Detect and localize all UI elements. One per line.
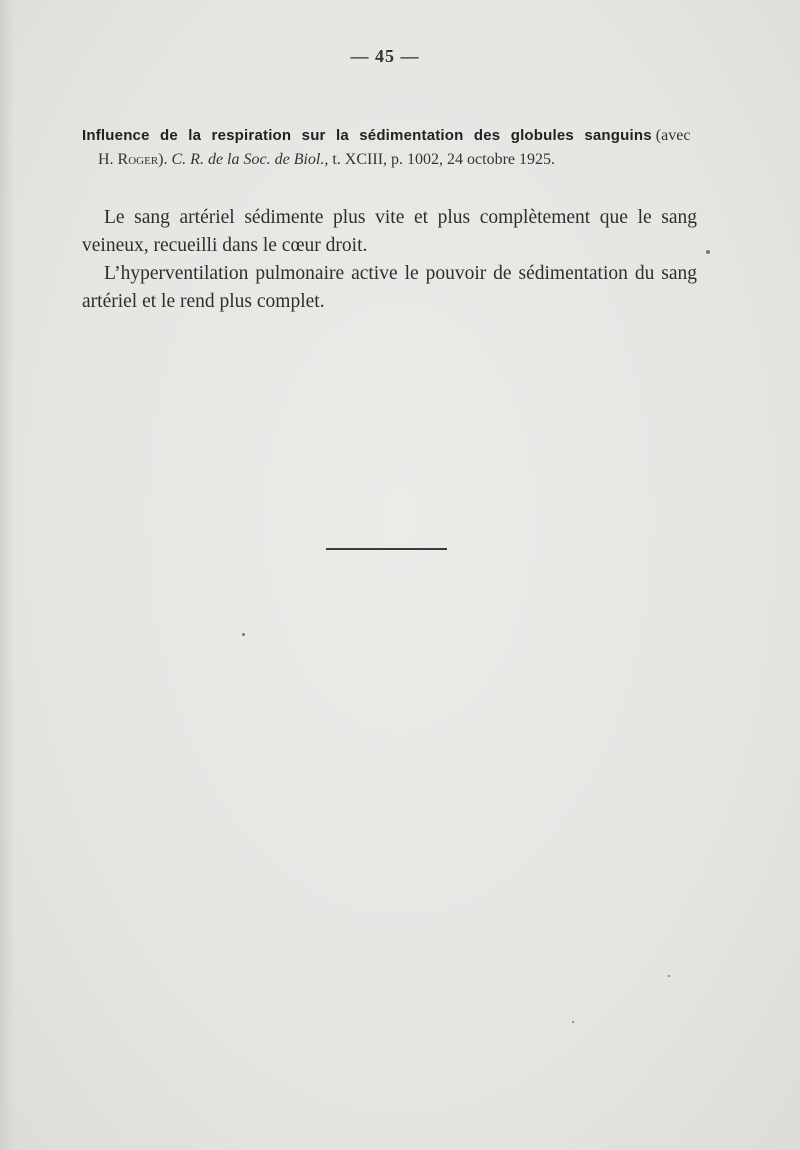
paragraph-1: Le sang artériel sédimente plus vite et plus complètement que le sang veineux, recueilli dans le cœur droit.: [82, 207, 697, 256]
reference-title: Influence de la respiration sur la sédimentation des globules sanguins: [82, 127, 652, 144]
reference-coauthor: H. Roger: [98, 151, 159, 168]
section-end-rule: [326, 548, 447, 550]
reference-after-coauthor: ).: [158, 151, 172, 168]
page-edge-shadow: [0, 0, 14, 1150]
reference-paren-open: (avec: [651, 127, 691, 144]
body-text: [82, 204, 697, 316]
paper-speck: [242, 633, 245, 636]
reference-line-2: [82, 148, 722, 172]
reference-details: , t. XCIII, p. 1002, 24 octobre 1925.: [324, 151, 555, 168]
paper-speck: [572, 1021, 574, 1023]
paragraph-2: L’hyperventilation pulmonaire active le pouvoir de sédimentation du sang artériel et le rend plus complet.: [82, 263, 697, 312]
bibliographic-reference: [82, 124, 722, 172]
page-number: — 45 —: [350, 46, 420, 66]
paper-speck: [668, 975, 670, 977]
reference-line-1: [82, 124, 722, 148]
paper-speck: [706, 250, 710, 254]
reference-journal: C. R. de la Soc. de Biol.: [171, 151, 325, 168]
